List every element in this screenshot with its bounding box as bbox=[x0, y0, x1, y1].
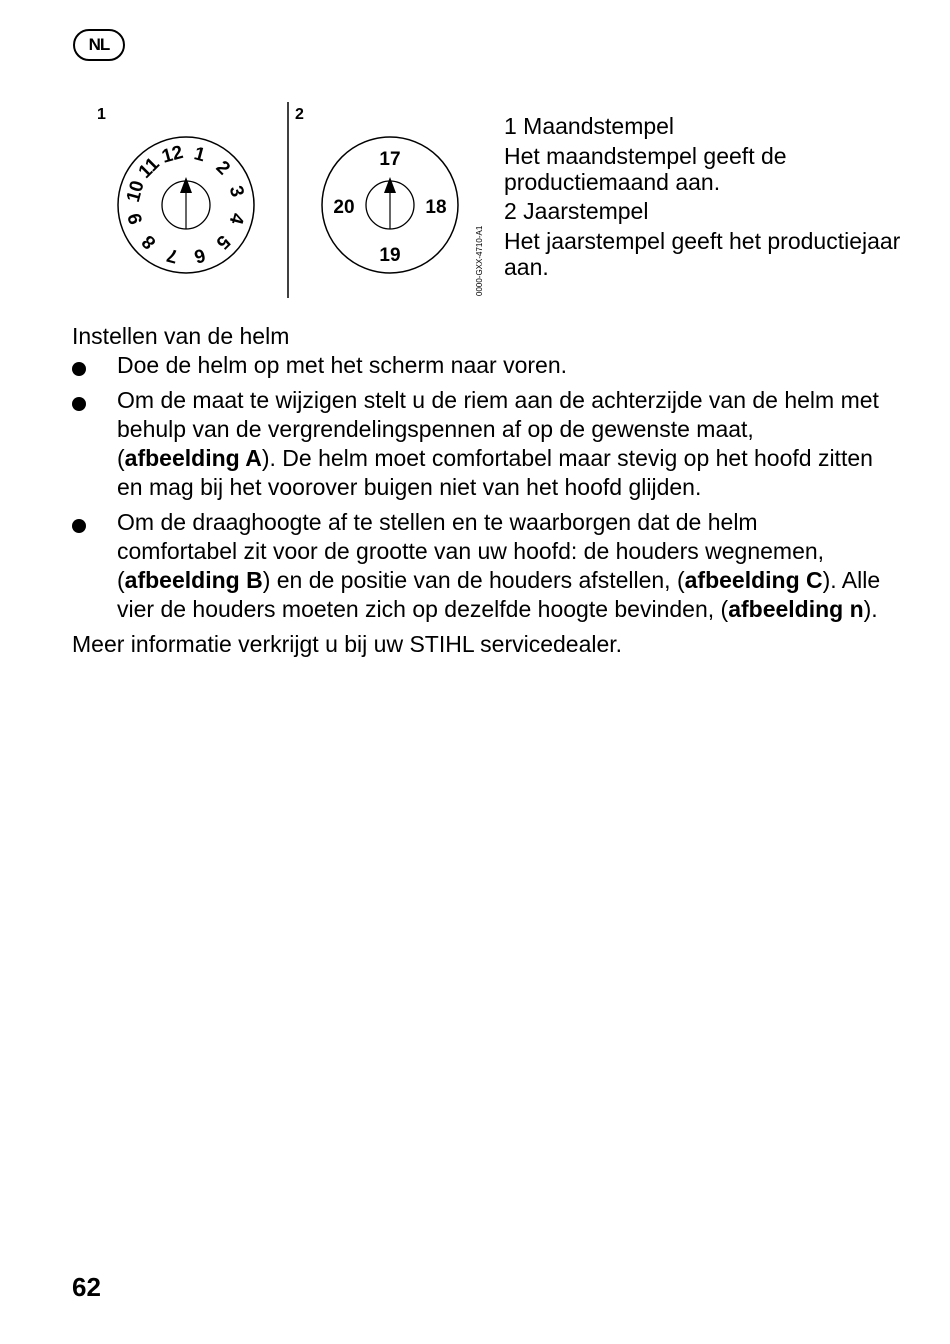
month-number-9: 9 bbox=[124, 210, 148, 227]
figure-code: 0000-GXX-4710-A1 bbox=[475, 225, 484, 296]
bullet-2-text-a: Om de maat te wijzigen stelt u de riem aan de achterzijde van de helm met behulp van de vergrendelingspennen af op de gewenste maat, ( bbox=[117, 387, 879, 471]
month-number-2: 2 bbox=[211, 157, 234, 180]
bullet-2-text-b: ). De helm moet comfortabel maar stevig op het hoofd zitten en mag bij het voorover buigen niet van het hoofd glijden. bbox=[117, 445, 873, 500]
year-number-19: 19 bbox=[379, 245, 401, 266]
month-number-3: 3 bbox=[224, 183, 248, 200]
list-item bbox=[72, 351, 882, 380]
bullet-3-text-d: ). bbox=[863, 596, 878, 622]
year-number-17: 17 bbox=[379, 149, 401, 170]
instruction-list bbox=[72, 351, 882, 624]
figure-panel-1-label: 1 bbox=[97, 106, 106, 123]
legend-item-1-text: Het maandstempel geeft de productiemaand aan. bbox=[504, 143, 787, 195]
figure-reference-b: afbeelding B bbox=[124, 567, 263, 593]
month-number-8: 8 bbox=[138, 230, 161, 253]
month-number-4: 4 bbox=[224, 210, 248, 227]
month-number-7: 7 bbox=[164, 243, 181, 267]
bullet-1-text: Doe de helm op met het scherm naar voren. bbox=[117, 352, 568, 378]
figure-reference-a: afbeelding A bbox=[124, 445, 262, 471]
month-number-5: 5 bbox=[211, 230, 234, 253]
legend-item-1-title: 1 Maandstempel bbox=[504, 113, 675, 139]
helmet-adjustment-section bbox=[72, 322, 882, 659]
year-number-20: 20 bbox=[333, 197, 355, 218]
closing-note: Meer informatie verkrijgt u bij uw STIHL servicedealer. bbox=[72, 631, 623, 657]
month-stamp-dial bbox=[118, 137, 254, 273]
month-number-11: 11 bbox=[134, 153, 164, 183]
legend-item-2-text: Het jaarstempel geeft het productiejaar aan. bbox=[504, 228, 901, 280]
date-stamp-dials bbox=[88, 98, 498, 303]
month-number-6: 6 bbox=[191, 243, 208, 267]
month-number-10: 10 bbox=[122, 178, 149, 205]
year-stamp-dial bbox=[322, 137, 458, 273]
date-stamp-figure bbox=[88, 98, 498, 303]
section-heading: Instellen van de helm bbox=[72, 323, 290, 349]
legend-item-2-title: 2 Jaarstempel bbox=[504, 198, 649, 224]
figure-legend bbox=[504, 113, 904, 283]
figure-reference-n: afbeelding n bbox=[728, 596, 864, 622]
month-number-12: 12 bbox=[159, 141, 186, 168]
language-badge: NL bbox=[73, 29, 125, 61]
bullet-icon bbox=[72, 362, 86, 376]
bullet-3-text-a: Om de draaghoogte af te stellen en te waarborgen dat de helm comfortabel zit voor de grootte van uw hoofd: de houders wegnemen, ( bbox=[117, 509, 825, 593]
list-item bbox=[72, 386, 882, 502]
list-item bbox=[72, 508, 882, 624]
bullet-3-text-b: ) en de positie van de houders afstellen, ( bbox=[262, 567, 685, 593]
bullet-icon bbox=[72, 397, 86, 411]
bullet-3-text-c: ). Alle vier de houders moeten zich op dezelfde hoogte bevinden, ( bbox=[117, 567, 881, 622]
figure-reference-c: afbeelding C bbox=[684, 567, 823, 593]
month-number-1: 1 bbox=[191, 143, 208, 167]
page-number: 62 bbox=[72, 1272, 101, 1302]
figure-panel-2-label: 2 bbox=[295, 106, 304, 123]
year-number-18: 18 bbox=[425, 197, 447, 218]
bullet-icon bbox=[72, 519, 86, 533]
